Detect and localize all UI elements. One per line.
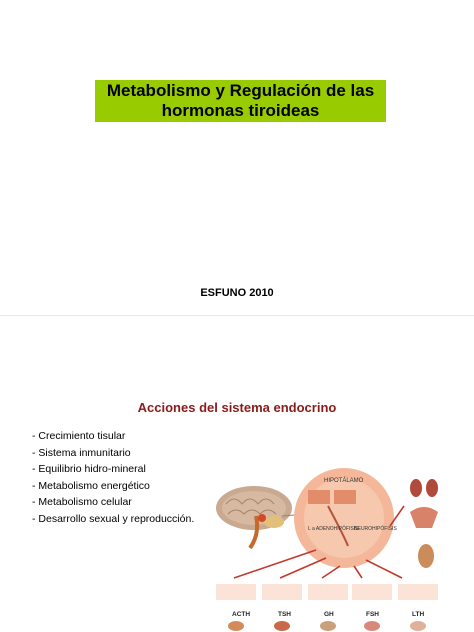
bullet-list bbox=[32, 428, 194, 527]
hormone-label-acth: ACTH bbox=[232, 611, 251, 618]
adenohypophysis-label: L a ADENOHIPÓFISIS bbox=[308, 526, 359, 532]
hormone-notes bbox=[216, 584, 438, 600]
endocrine-diagram bbox=[204, 466, 470, 632]
hormone-label-tsh: TSH bbox=[278, 611, 291, 618]
hypothalamus-label: HIPOTÁLAMO bbox=[324, 478, 364, 484]
hormone-label-lth: LTH bbox=[412, 611, 425, 618]
bullet-item: - Metabolismo celular bbox=[32, 496, 132, 508]
title-box bbox=[95, 80, 386, 122]
subtitle: ESFUNO 2010 bbox=[200, 287, 274, 299]
title-line-1: Metabolismo y Regulación de las bbox=[106, 81, 375, 100]
slide-2 bbox=[0, 316, 474, 632]
target-organs bbox=[228, 621, 426, 631]
endocrine-diagram-svg bbox=[204, 466, 470, 632]
bullet-item: - Desarrollo sexual y reproducción. bbox=[32, 512, 195, 525]
neurohypophysis-label: NEUROHIPÓFISIS bbox=[354, 526, 397, 532]
hormone-label-gh: GH bbox=[324, 611, 334, 618]
title-line-2: hormonas tiroideas bbox=[161, 101, 320, 120]
bullet-item: - Metabolismo energético bbox=[32, 479, 150, 492]
organ-illustrations bbox=[410, 479, 438, 568]
brain-illustration bbox=[216, 486, 292, 548]
hormone-label-fsh: FSH bbox=[366, 611, 379, 618]
bullet-item: - Crecimiento tisular bbox=[32, 430, 126, 442]
bullet-item: - Equilibrio hidro-mineral bbox=[32, 463, 146, 475]
slide-heading: Acciones del sistema endocrino bbox=[137, 400, 337, 415]
bullet-item: - Sistema inmunitario bbox=[32, 446, 131, 459]
